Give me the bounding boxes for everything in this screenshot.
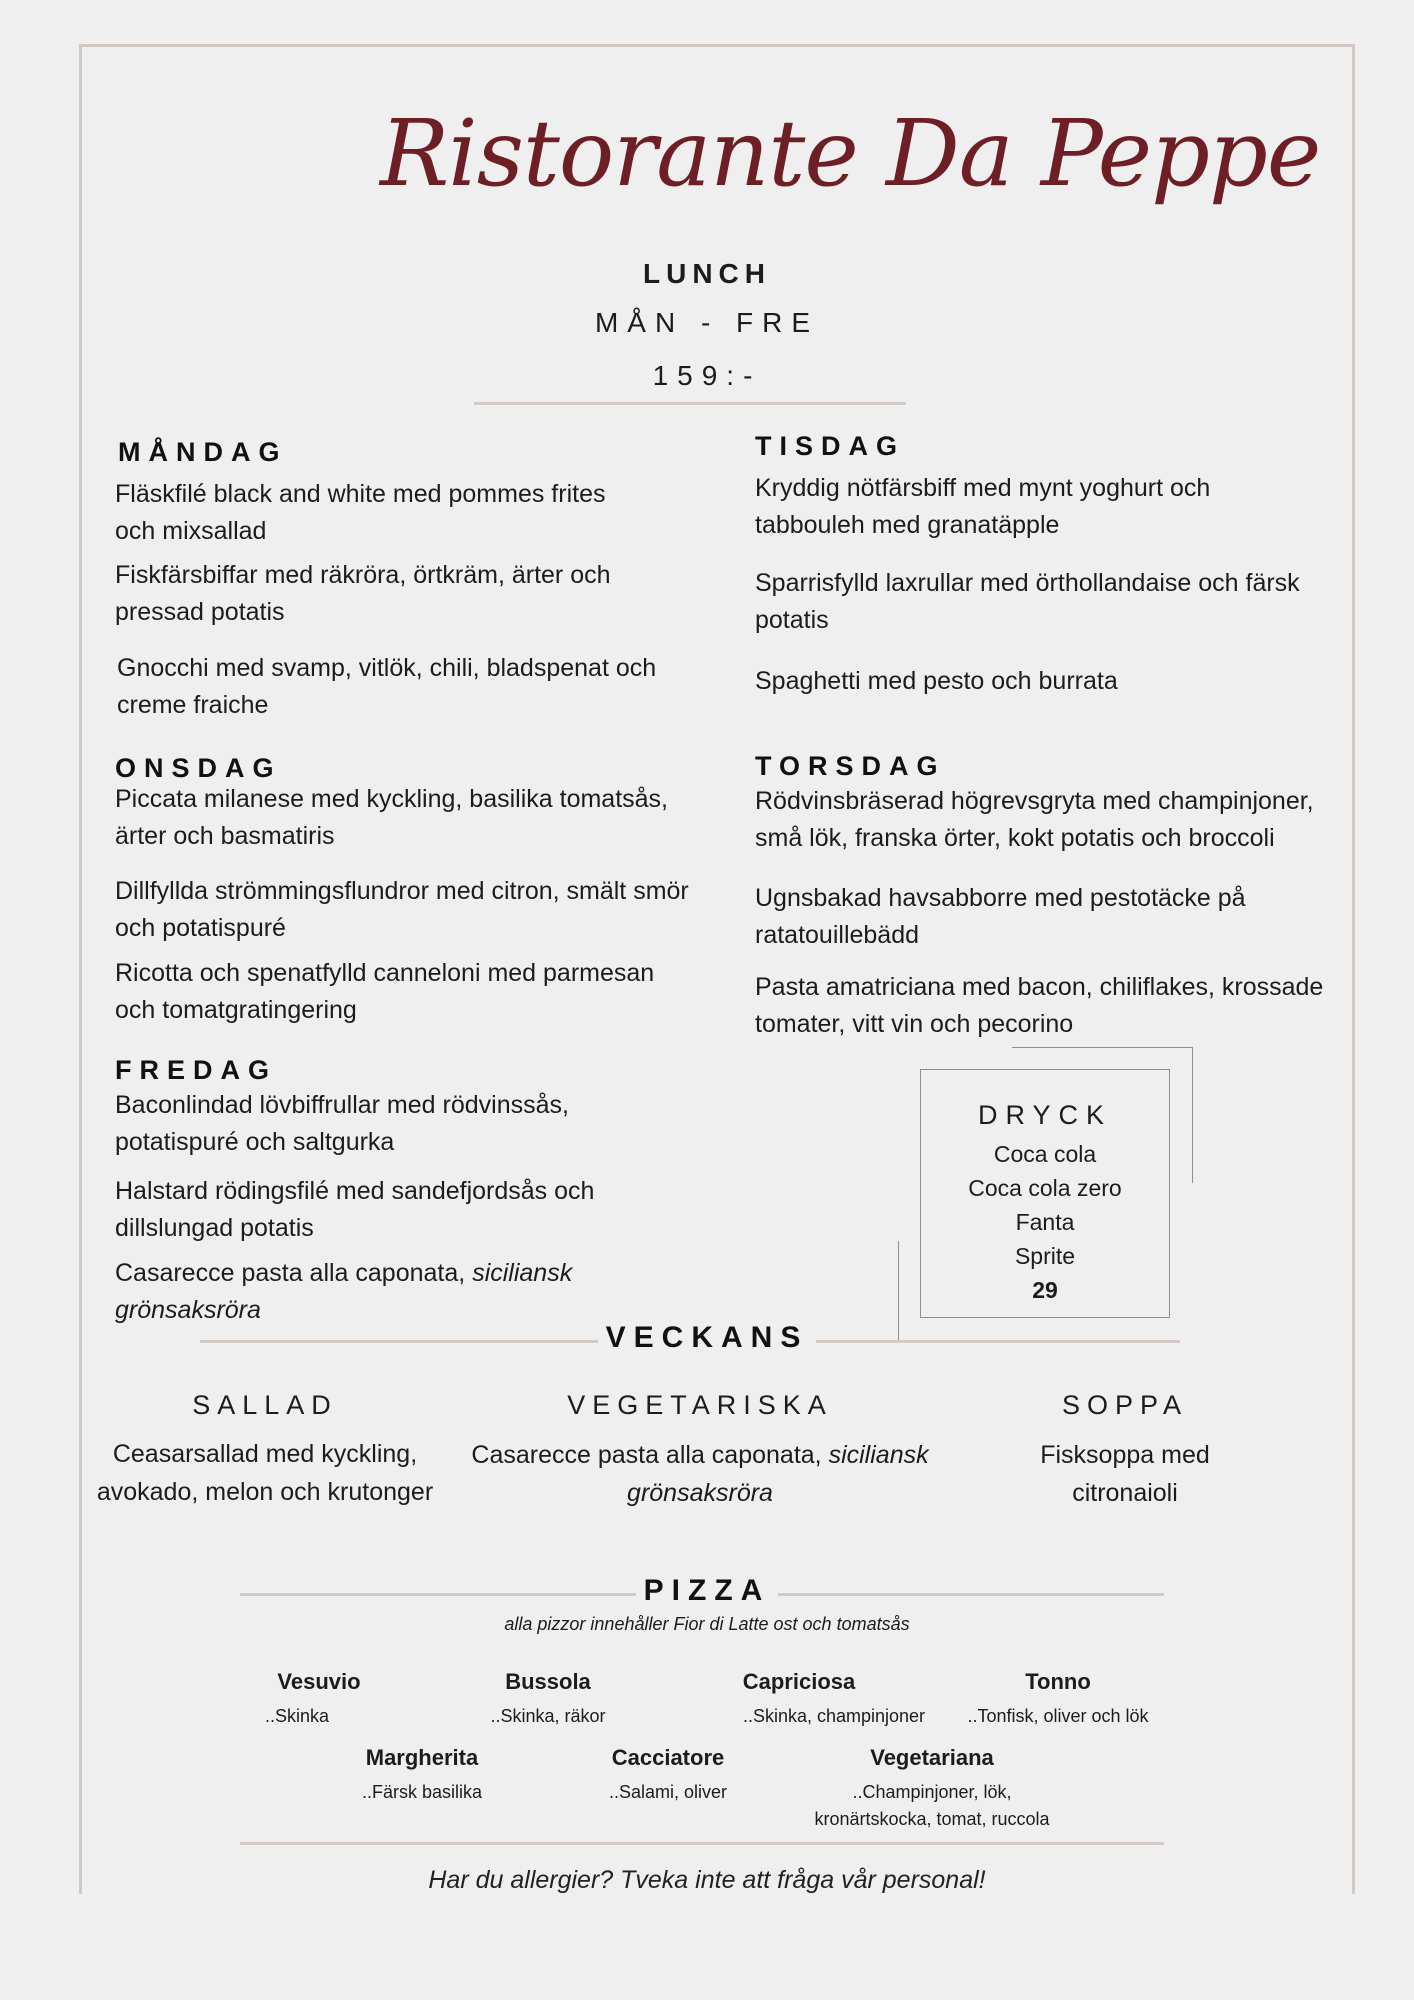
thursday-dish-1: Rödvinsbräserad högrevsgryta med champinjoner, små lök, franska örter, kokt potatis och broccoli	[755, 787, 1314, 852]
friday-dish-3-italic: siciliansk grönsaksröra	[115, 1259, 573, 1324]
pizza-desc: ..Salami, oliver	[608, 1782, 728, 1802]
friday-dish-3	[115, 1255, 625, 1329]
allergy-note: Har du allergier? Tveka inte att fråga vår personal!	[428, 1866, 986, 1894]
salad-dish: Ceasarsallad med kyckling, avokado, melon och krutonger	[96, 1440, 434, 1506]
salad-heading: SALLAD	[192, 1390, 338, 1420]
wednesday-heading: ONSDAG	[115, 753, 282, 783]
drink-box	[920, 1069, 1170, 1318]
pizza-desc: ..Skinka, champinjoner	[742, 1706, 926, 1726]
lunch-days: MÅN - FRE	[594, 307, 820, 338]
wednesday-dish-2: Dillfyllda strömmingsflundror med citron, smält smör och potatispuré	[115, 877, 689, 942]
soup-heading: SOPPA	[1061, 1390, 1189, 1420]
pizza-desc: ..Färsk basilika	[361, 1782, 483, 1802]
pizza-name: Cacciatore	[611, 1745, 725, 1770]
tuesday-dish-1: Kryddig nötfärsbiff med mynt yoghurt och tabbouleh med granatäpple	[755, 474, 1211, 539]
pizza-desc: ..Skinka, räkor	[490, 1706, 606, 1726]
pizza-heading	[0, 1574, 1414, 1608]
friday-dish-2: Halstard rödingsfilé med sandefjordsås och dillslungad potatis	[115, 1177, 595, 1242]
drink-item: Sprite	[1014, 1243, 1076, 1269]
header-divider	[474, 402, 906, 405]
soup-dish: Fisksoppa med citronaioli	[1040, 1441, 1210, 1507]
friday-dish-3-text: Casarecce pasta alla caponata,	[115, 1259, 466, 1287]
pizza-name: Tonno	[1025, 1669, 1091, 1694]
vegetarian-dish-italic: siciliansk grönsaksröra	[627, 1441, 929, 1507]
pizza-name: Vegetariana	[870, 1745, 994, 1770]
tuesday-heading: TISDAG	[755, 431, 906, 461]
pizza-name: Vesuvio	[277, 1669, 361, 1694]
monday-dish-1: Fläskfilé black and white med pommes frites och mixsallad	[115, 480, 606, 545]
pizza-heading-text: PIZZA	[636, 1574, 779, 1607]
pizza-desc: ..Tonfisk, oliver och lök	[967, 1706, 1149, 1726]
pizza-name: Capriciosa	[742, 1669, 856, 1694]
wednesday-dish-3: Ricotta och spenatfylld canneloni med parmesan och tomatgratingering	[115, 959, 655, 1024]
tuesday-dish-2: Sparrisfylld laxrullar med örthollandaise och färsk potatis	[755, 569, 1300, 634]
drink-item: Coca cola	[993, 1141, 1097, 1167]
pizza-desc: ..Champinjoner, lök, kronärtskocka, tomat, ruccola	[814, 1782, 1050, 1829]
wednesday-dish-1: Piccata milanese med kyckling, basilika tomatsås, ärter och basmatiris	[115, 785, 669, 850]
drink-price: 29	[1032, 1277, 1058, 1303]
lunch-price: 159:-	[652, 360, 762, 391]
thursday-heading: TORSDAG	[755, 751, 946, 781]
vegetarian-dish-text: Casarecce pasta alla caponata,	[471, 1441, 822, 1469]
drink-item: Coca cola zero	[968, 1175, 1122, 1201]
lunch-heading: LUNCH	[643, 258, 771, 289]
vegetarian-heading: VEGETARISKA	[567, 1390, 833, 1420]
footer-divider	[240, 1842, 1164, 1845]
tuesday-dish-3: Spaghetti med pesto och burrata	[755, 667, 1118, 695]
monday-heading: MÅNDAG	[118, 437, 288, 467]
restaurant-title: Ristorante Da Peppe	[380, 100, 1321, 207]
pizza-name: Bussola	[505, 1669, 591, 1694]
friday-heading: FREDAG	[115, 1055, 277, 1085]
drink-item: Fanta	[1015, 1209, 1075, 1235]
pizza-desc: ..Skinka	[264, 1706, 330, 1726]
vegetarian-dish	[465, 1436, 935, 1512]
weekly-heading-text: VECKANS	[598, 1321, 817, 1354]
weekly-heading	[0, 1321, 1414, 1355]
thursday-dish-2: Ugnsbakad havsabborre med pestotäcke på ratatouillebädd	[755, 884, 1246, 949]
pizza-note: alla pizzor innehåller Fior di Latte ost och tomatsås	[504, 1614, 910, 1634]
drink-heading: DRYCK	[977, 1100, 1113, 1130]
friday-dish-1: Baconlindad lövbiffrullar med rödvinssås, potatispuré och saltgurka	[115, 1091, 569, 1156]
monday-dish-3: Gnocchi med svamp, vitlök, chili, bladspenat och creme fraiche	[117, 654, 657, 719]
monday-dish-2: Fiskfärsbiffar med räkröra, örtkräm, ärter och pressad potatis	[115, 561, 611, 626]
thursday-dish-3: Pasta amatriciana med bacon, chiliflakes, krossade tomater, vitt vin och pecorino	[755, 973, 1324, 1038]
pizza-name: Margherita	[365, 1745, 479, 1770]
